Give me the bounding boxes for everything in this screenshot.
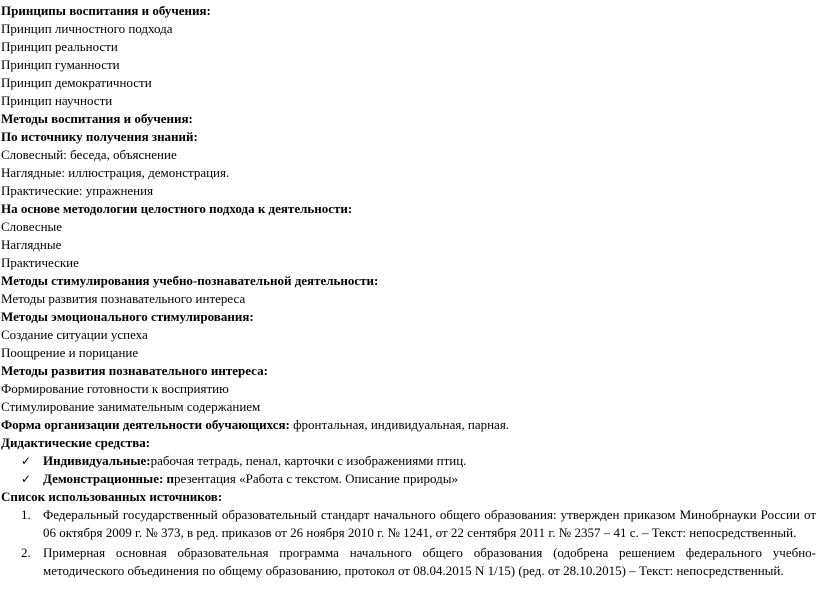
principles-heading: Принципы воспитания и обучения: — [1, 3, 211, 18]
source-number: 1. — [21, 507, 31, 522]
source-text: Примерная основная образовательная программа начального общего образования (одобрена решением федерального учебно-методического объединения по общему образованию, протокол от 08.04.2015 N 1/15) (ред. от 28.10.2015) – Текст: непосредственный. — [43, 545, 816, 578]
checkmark-icon: ✓ — [21, 454, 32, 468]
holistic-item: Словесные — [1, 219, 63, 234]
by-source-item: Практические: упражнения — [1, 183, 154, 198]
didactic-value: рабочая тетрадь, пенал, карточки с изображениями птиц. — [150, 453, 467, 468]
principle-item: Принцип демократичности — [1, 75, 152, 90]
didactic-item — [1, 452, 816, 470]
didactic-value: резентация «Работа с текстом. Описание природы» — [174, 471, 458, 486]
principle-item: Принцип личностного подхода — [1, 21, 173, 36]
emotional-item: Поощрение и порицание — [1, 345, 139, 360]
emotional-heading: Методы эмоционального стимулирования: — [1, 309, 254, 324]
principle-item: Принцип гуманности — [1, 57, 120, 72]
sources-list — [1, 506, 816, 580]
form-value: фронтальная, индивидуальная, парная. — [289, 417, 510, 432]
source-item — [1, 506, 816, 542]
checkmark-icon: ✓ — [21, 472, 32, 486]
by-source-item: Словесный: беседа, объяснение — [1, 147, 177, 162]
emotional-item: Создание ситуации успеха — [1, 327, 148, 342]
didactic-item — [1, 470, 816, 488]
sources-heading: Список использованных источников: — [1, 489, 223, 504]
source-item — [1, 544, 816, 580]
didactic-label: Демонстрационные: п — [43, 471, 175, 486]
by-source-heading: По источнику получения знаний: — [1, 129, 198, 144]
source-number: 2. — [21, 545, 31, 560]
didactic-heading: Дидактические средства: — [1, 435, 151, 450]
form-label: Форма организации деятельности обучающихся: — [1, 417, 290, 432]
source-text: Федеральный государственный образовательный стандарт начального общего образования: утвержден приказом Минобрнауки России от 06 октября 2009 г. № 373, в ред. приказов от 26 ноября 2010 г. № 1241, от 22 сентября 2011 г. № 2357 – 41 с. – Текст: непосредственный. — [43, 507, 816, 540]
methods-heading: Методы воспитания и обучения: — [1, 111, 193, 126]
didactic-label: Индивидуальные: — [43, 453, 151, 468]
interest-item: Стимулирование занимательным содержанием — [1, 399, 261, 414]
form-line — [1, 416, 816, 434]
interest-heading: Методы развития познавательного интереса: — [1, 363, 268, 378]
interest-item: Формирование готовности к восприятию — [1, 381, 229, 396]
holistic-item: Наглядные — [1, 237, 62, 252]
stimulation-item: Методы развития познавательного интереса — [1, 291, 246, 306]
principle-item: Принцип реальности — [1, 39, 118, 54]
principle-item: Принцип научности — [1, 93, 113, 108]
by-source-item: Наглядные: иллюстрация, демонстрация. — [1, 165, 230, 180]
holistic-heading: На основе методологии целостного подхода к деятельности: — [1, 201, 353, 216]
holistic-item: Практические — [1, 255, 79, 270]
stimulation-heading: Методы стимулирования учебно-познавательной деятельности: — [1, 273, 379, 288]
